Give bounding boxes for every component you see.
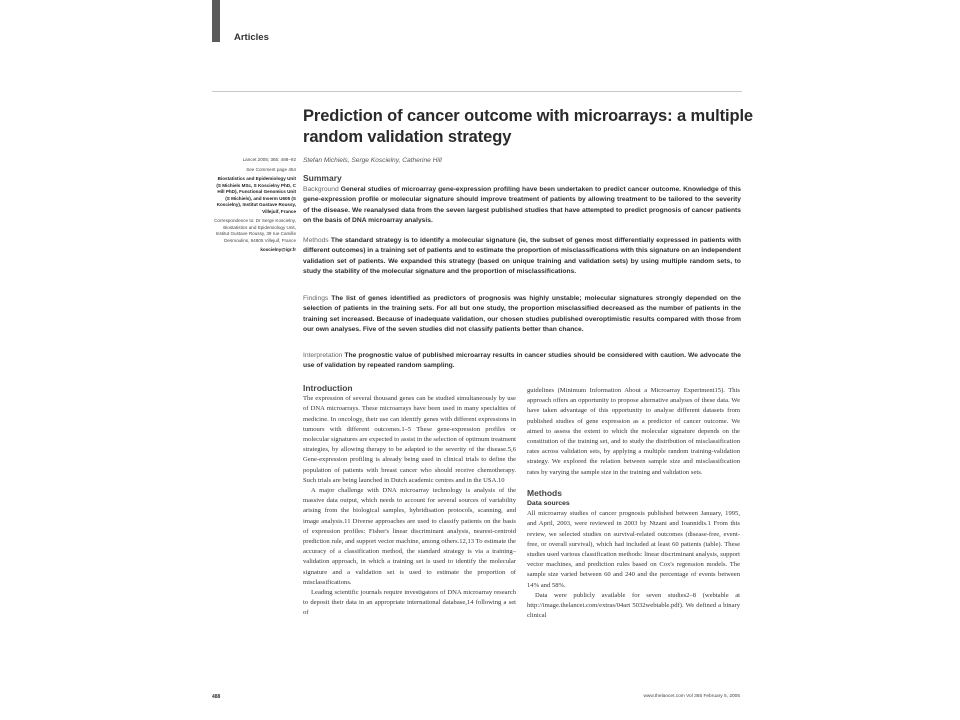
comment-link[interactable]: See Comment page 454 [246, 166, 296, 172]
intro-paragraph-1: The expression of several thousand genes can be studied simultaneously by use of DNA microarrays. These microarrays have been used in many specialties of medicine. In oncology, their use can identify genes with different expressions in tumours with different outcomes.1–5 These gene-expression profiles or molecular signatures are expected to assist in the selection of optimum treatment strategies, by allowing therapy to be adapted to the severity of the disease.5,6 Gene-expression profiling is already being used in clinical trials to define the population of patients with breast cancer who should receive chemotherapy. Such trials are being launched in Dutch academic centres and in the USA.10 [303, 395, 516, 484]
introduction-heading: Introduction [303, 383, 353, 393]
body-column-right [527, 386, 740, 621]
affiliation: Biostatistics and Epidemiology Unit (S Michiels MSc, S Koscielny PhD, C Hill PhD), Functional Genomics Unit (S Michiels), and Inserm U605 (S Koscielny), Institut Gustave Roussy, Villejuif, France [216, 176, 296, 214]
summary-methods [303, 236, 741, 277]
summary-heading: Summary [303, 173, 342, 183]
summary-findings [303, 294, 741, 335]
article-authors: Stefan Michiels, Serge Koscielny, Catherine Hill [303, 157, 442, 164]
correspondence [212, 218, 296, 244]
summary-interpretation [303, 351, 741, 372]
citation: Lancet 2005; 365: 488–92 [242, 157, 296, 162]
methods-heading: Methods [527, 487, 562, 498]
header-rule [212, 91, 742, 92]
body-column-left [303, 383, 516, 619]
email-link[interactable]: koscielny@igr.fr [260, 247, 296, 252]
data-sources-paragraph-1: All microarray studies of cancer prognosis published between January, 1995, and April, 2003, were reviewed in 2003 by Ntzani and Ioannidis.1 From this review, we selected studies on survival-related outcomes (disease-free, event-free, or overall survival), which had included at least 60 patients (table). These studies used various classification methods: linear discriminant analysis, support vector machines, and prediction rules based on Cox's regression models. The sample size varied between 60 and 240 and the percentage of events between 14% and 58%. [527, 510, 740, 589]
findings-label: Findings [303, 295, 329, 302]
data-sources-paragraph-2: Data were publicly available for seven studies2–8 (webtable at http://image.thelancet.com/extras/04art 5032webtable.pdf). We defined a binary clinical [527, 591, 740, 620]
intro-paragraph-continued: guidelines (Minimum Information About a Microarray Experiment15). This approach offers an opportunity to propose alternative analyses of these data. We have taken advantage of this opportunity to analyse different datasets from published studies of gene expression as a predictor of cancer outcome. We aimed to assess the extent to which the molecular signature depends on the constitution of the training set, and to study the distribution of misclassification rates across validation sets, by applying a multiple random training-validation strategy. We explored the relation between sample size and misclassification rates by varying the sample size in the training and validation sets. [527, 387, 740, 476]
methods-label: Methods [303, 237, 329, 244]
interpretation-text: The prognostic value of published microarray results in cancer studies should be considered with caution. We advocate the use of validation by repeated random sampling. [303, 352, 741, 370]
interpretation-label: Interpretation [303, 352, 343, 359]
background-label: Background [303, 186, 339, 193]
findings-text: The list of genes identified as predictors of prognosis was highly unstable; molecular signatures strongly depended on the selection of patients in the training sets. For all but one study, the proportion misclassified decreased as the number of patients in the training set increased. Because of inadequate validation, our chosen studies published overoptimistic results compared with those from our own analyses. Five of the seven studies did not classify patients better than chance. [303, 295, 741, 333]
article-title: Prediction of cancer outcome with microarrays: a multiple random validation strategy [303, 107, 754, 146]
section-label: Articles [234, 32, 269, 43]
correspondence-address: Dr Serge Koscielny, Biostatistics and Epidemiology Unit, Institut Gustave Roussy, 39 rue Camille Desmoulins, 94805 Villejuif, France [215, 218, 296, 243]
page-edge-bar [212, 0, 220, 42]
page-number: 488 [212, 694, 221, 700]
background-text: General studies of microarray gene-expression profiling have been undertaken to predict cancer outcome. Knowledge of this gene-expression profile or molecular signature should improve treatment of patients by allowing treatment to be tailored to the severity of the disease. We reanalysed data from the seven largest published studies that have attempted to predict prognosis of cancer patients on the basis of DNA microarray analysis. [303, 186, 742, 224]
journal-footer: www.thelancet.com Vol 365 February 5, 2005 [643, 694, 740, 699]
intro-paragraph-3: Leading scientific journals require investigators of DNA microarray research to deposit their data in an appropriate international database,14 following a set of [303, 589, 516, 617]
correspondence-label: Correspondence to: [214, 218, 255, 223]
article-sidebar [212, 157, 296, 257]
data-sources-heading: Data sources [527, 500, 570, 508]
summary-background [303, 185, 741, 226]
methods-text: The standard strategy is to identify a molecular signature (ie, the subset of genes most differentially expressed in patients with different outcomes) in a training set of patients and to estimate the proportion of misclassifications with this signature on an independent validation set of patients. We expanded this strategy (based on unique training and validation sets) by using multiple random sets, to study the stability of the molecular signature and the proportion of misclassifications. [303, 237, 742, 275]
intro-paragraph-2: A major challenge with DNA microarray technology is analysis of the massive data output, which needs to account for several sources of variability arising from the biological samples, hybridisation protocols, scanning, and image analysis.11 Diverse approaches are used to classify patients on the basis of expression profiles: Fisher's linear discriminant analysis, nearest-centroid prediction rule, and support vector machine, among others.12,13 To estimate the accuracy of a classification method, the standard strategy is via a training–validation approach, in which a training set is used to identify the molecular signature and a validation set is used to estimate the proportion of misclassifications. [303, 487, 516, 586]
